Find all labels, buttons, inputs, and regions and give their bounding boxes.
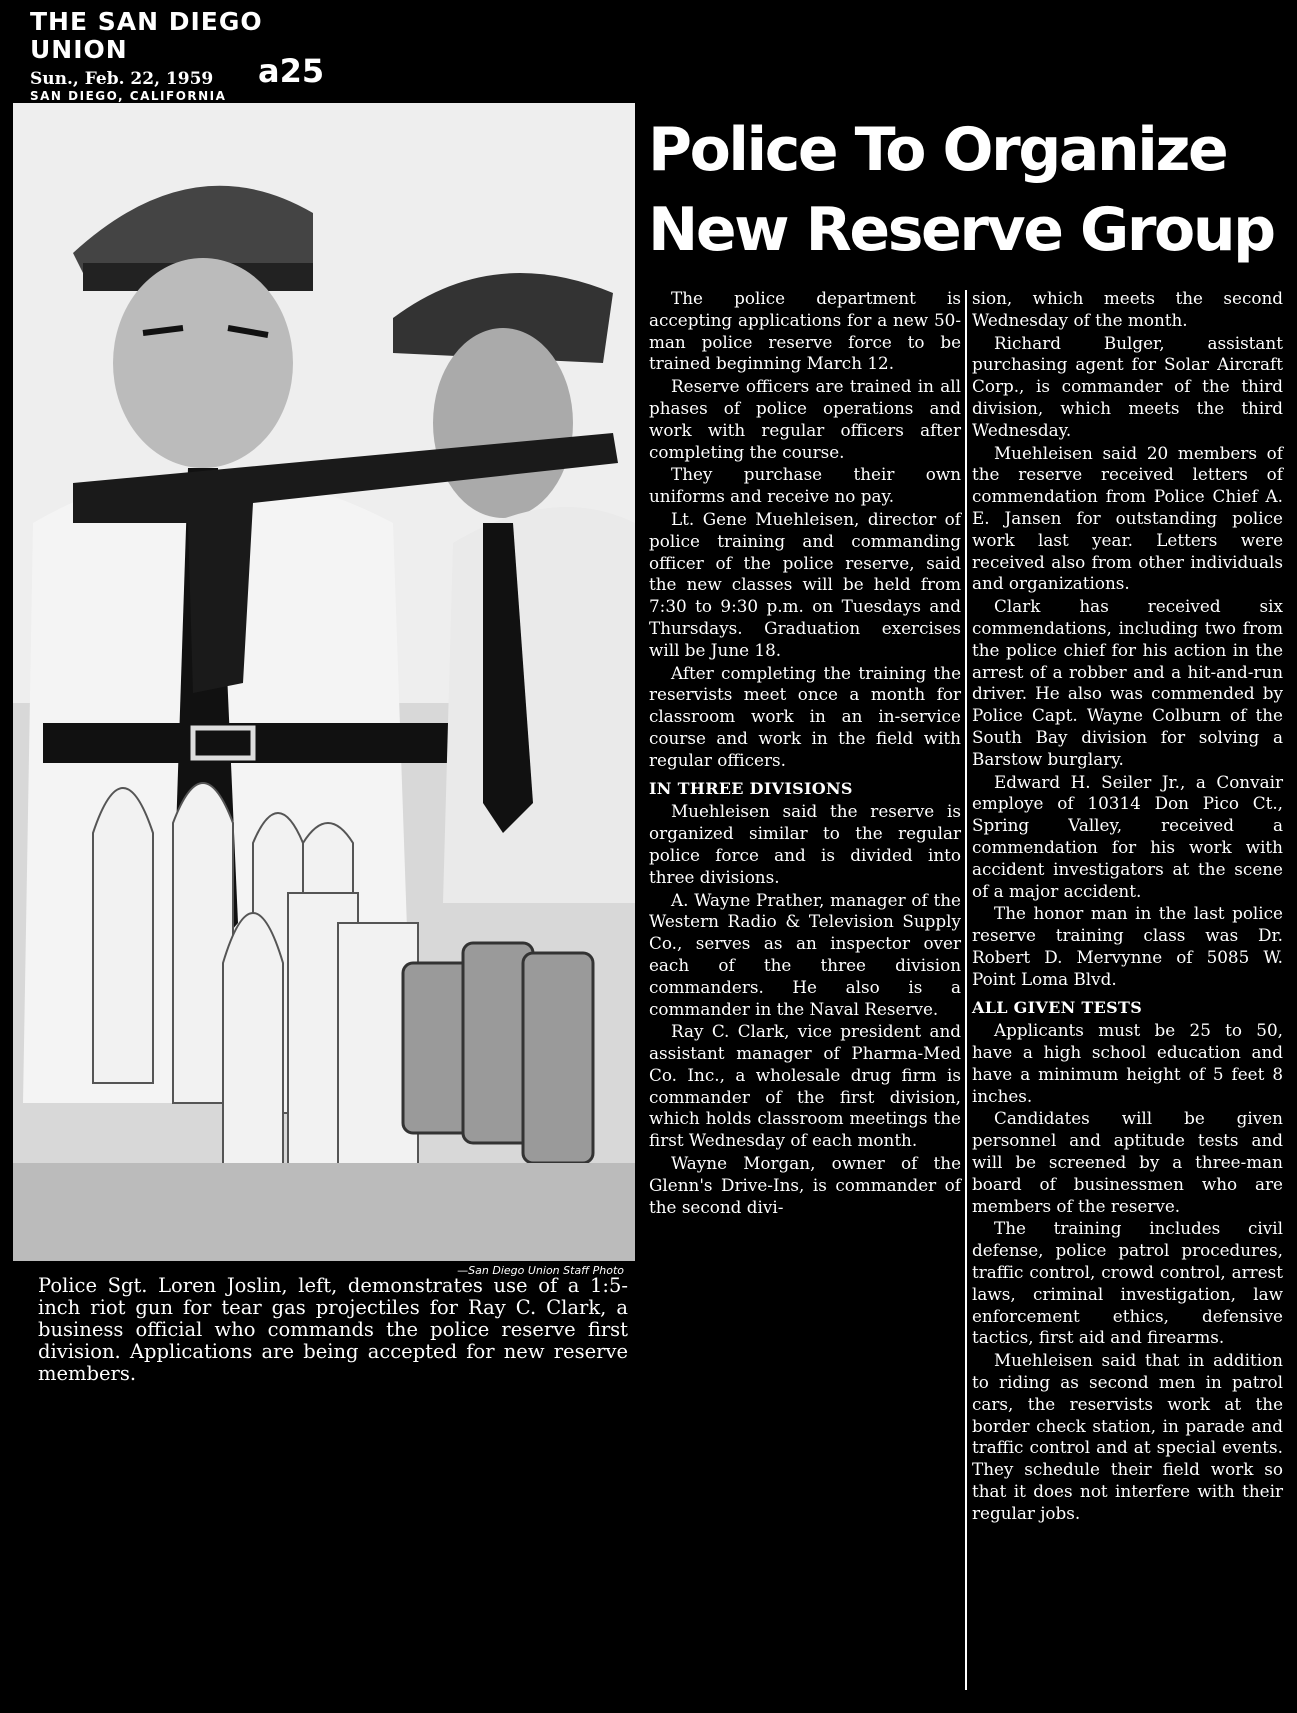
paragraph: Edward H. Seiler Jr., a Convair employe of 10314 Don Pico Ct., Spring Valley, received a commendation for his work with accident investigators at the scene of a major accident. (972, 771, 1283, 901)
paragraph: A. Wayne Prather, manager of the Western Radio & Television Supply Co., serves as an inspector over each of the three division commanders. He also is a commander in the Naval Reserve. (649, 889, 961, 1019)
paragraph: After completing the training the reservists meet once a month for classroom work in an in-service course and work in the field with regular officers. (649, 662, 961, 770)
paragraph: The training includes civil defense, police patrol procedures, traffic control, crowd control, arrest laws, criminal investigation, law enforcement ethics, defensive tactics, first aid and firearms. (972, 1218, 1283, 1348)
paragraph: Applicants must be 25 to 50, have a high school education and have a minimum height of 5 feet 8 inches. (972, 1020, 1283, 1106)
paragraph: Reserve officers are trained in all phases of police operations and work with regular officers after completing the course. (649, 376, 961, 462)
dateline-city: SAN DIEGO, CALIFORNIA (30, 89, 227, 103)
headline-line-2: New Reserve Group (648, 195, 1274, 265)
paragraph: Candidates will be given personnel and aptitude tests and will be screened by a three-man board of businessmen who are members of the reserve. (972, 1108, 1283, 1216)
paragraph: The honor man in the last police reserve training class was Dr. Robert D. Mervynne of 5085 W. Point Loma Blvd. (972, 903, 1283, 989)
paragraph: Wayne Morgan, owner of the Glenn's Drive-Ins, is commander of the second divi- (649, 1153, 961, 1217)
article-column-1 (649, 288, 961, 1219)
news-photo (13, 103, 635, 1261)
paragraph: Lt. Gene Muehleisen, director of police training and commanding officer of the police reserve, said the new classes will be held from 7:30 to 9:30 p.m. on Tuesdays and Thursdays. Graduation exercises will be June 18. (649, 508, 961, 660)
newspaper-name: THE SAN DIEGO UNION (30, 7, 263, 64)
paragraph: Ray C. Clark, vice president and assistant manager of Pharma-Med Co. Inc., a wholesale drug firm is commander of the first division, which holds classroom meetings the first Wednesday of each month. (649, 1021, 961, 1151)
column-divider (965, 290, 967, 1690)
headline-line-1: Police To Organize (648, 115, 1227, 185)
headline (648, 110, 1288, 270)
subheading: ALL GIVEN TESTS (972, 997, 1143, 1017)
photo-caption: Police Sgt. Loren Joslin, left, demonstrates use of a 1:5-inch riot gun for tear gas projectiles for Ray C. Clark, a business official who commands the police reserve first division. Applications are being accepted for new reserve members. (38, 1274, 628, 1385)
issue-date: Sun., Feb. 22, 1959 (30, 69, 214, 89)
subheading: IN THREE DIVISIONS (649, 778, 853, 798)
photo-credit: —San Diego Union Staff Photo (457, 1264, 624, 1277)
page-number: a25 (258, 52, 325, 90)
article-column-2 (972, 288, 1283, 1526)
photo-illustration (13, 103, 635, 1261)
paragraph: Muehleisen said 20 members of the reserve received letters of commendation from Police Chief A. E. Jansen for outstanding police work last year. Letters were received also from other individuals and organizations. (972, 442, 1283, 594)
masthead (30, 8, 330, 104)
paragraph: They purchase their own uniforms and receive no pay. (649, 464, 961, 507)
paragraph-continued: sion, which meets the second Wednesday of the month. (972, 288, 1283, 330)
paragraph: Clark has received six commendations, including two from the police chief for his action in the arrest of a robber and a hit-and-run driver. He also was commended by Police Capt. Wayne Colburn of the South Bay division for solving a Barstow burglary. (972, 596, 1283, 769)
paragraph: The police department is accepting applications for a new 50-man police reserve force to be trained beginning March 12. (649, 288, 961, 374)
paragraph: Muehleisen said the reserve is organized similar to the regular police force and is divided into three divisions. (649, 801, 961, 887)
paragraph: Muehleisen said that in addition to riding as second men in patrol cars, the reservists work at the border check station, in parade and traffic control and at special events. They schedule their field work so that it does not interfere with their regular jobs. (972, 1350, 1283, 1523)
paragraph: Richard Bulger, assistant purchasing agent for Solar Aircraft Corp., is commander of the third division, which meets the third Wednesday. (972, 332, 1283, 440)
